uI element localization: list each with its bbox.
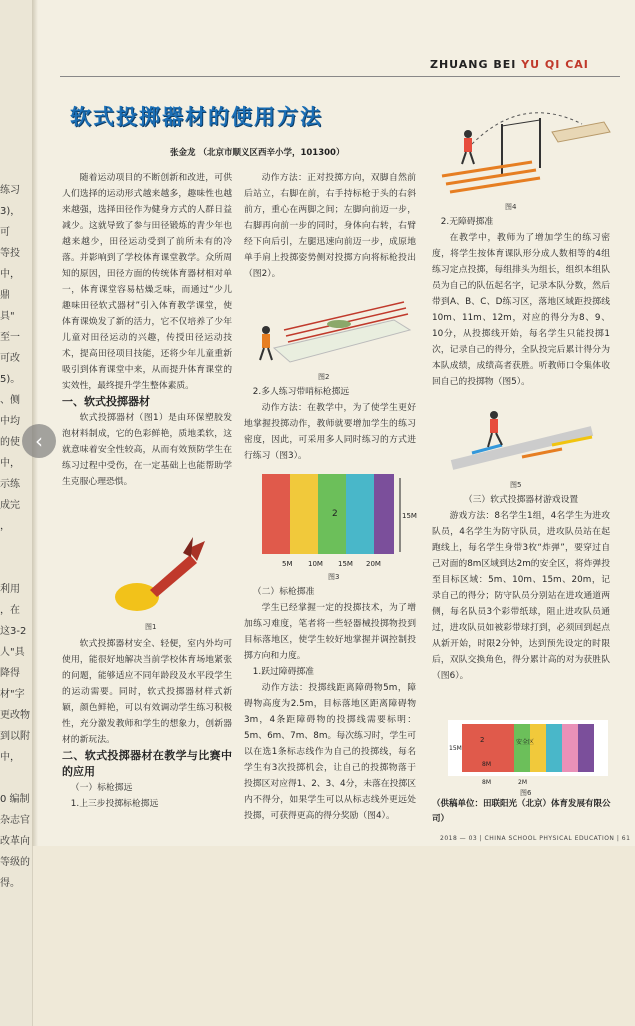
figure-6-game-field <box>448 720 608 786</box>
fig6-safe-label: 安全区 <box>516 739 535 746</box>
previous-page-fragment: 等投 <box>0 248 20 259</box>
previous-page-fragment: 的使 <box>0 437 20 448</box>
previous-page-fragment: 、侧 <box>0 395 20 406</box>
javelin-head <box>115 583 159 611</box>
page-spine <box>32 0 38 846</box>
lane-stripe <box>452 431 592 465</box>
previous-page-fragment: 0 编制 <box>0 794 30 805</box>
previous-page-button[interactable]: ‹ <box>22 424 56 458</box>
column-2-bottom <box>244 584 416 824</box>
student-figure <box>490 411 498 419</box>
figure-6-caption: 图6 <box>520 789 532 797</box>
fig6-bottom-label: 2M <box>518 779 527 786</box>
previous-page-fragment: 至一 <box>0 332 20 343</box>
subheading: 2.多人练习带哨标枪掷远 <box>252 387 350 397</box>
figure-5-caption: 图5 <box>510 481 522 489</box>
figure-2-step-throw <box>244 290 416 372</box>
previous-page-fragment: 得。 <box>0 878 20 889</box>
figure-4-over-barrier <box>432 104 612 204</box>
figure-2-caption: 图2 <box>318 373 330 381</box>
column-3-bottom <box>432 492 610 684</box>
page-footer: 2018 — 03 | CHINA SCHOOL PHYSICAL EDUCATION | 61 <box>440 835 631 842</box>
previous-page-fragment: 5)。 <box>0 374 21 385</box>
paragraph: 学生已经掌握一定的投掷技术，为了增加练习难度，笔者将一些轻器械投掷物投到目标落地区，使学生较好地掌握并调控制投掷方向和力度。 <box>244 603 416 661</box>
column-2-middle <box>244 384 416 464</box>
landing-zone <box>552 122 610 142</box>
subheading: 1.上三步投掷标枪掷远 <box>70 799 159 809</box>
target-mat <box>327 320 351 328</box>
previous-page-fragment <box>0 537 32 558</box>
figure-3-target-zones <box>262 474 417 570</box>
paragraph: 软式投掷器材安全、轻便，室内外均可使用，能很好地解决当前学校体育场地紧张的问题，能够适应不同年龄段及水平段学生的运动需要。同时，软式投掷器材样式新颖，颜色鲜艳，可以有效调动学生练习积极性，充分激发教师和学生的想象力，创新器材的新玩法。 <box>62 639 232 745</box>
paragraph: 动作方法：在教学中，为了使学生更好地掌握投掷动作，教师就要增加学生的练习密度，因此，可采用多人同时练习的方式进行练习（图3）。 <box>244 403 416 461</box>
previous-page-fragment: 可改 <box>0 353 20 364</box>
previous-page-fragment <box>0 558 32 579</box>
section-heading: 二、软式投掷器材在教学与比赛中的应用 <box>62 749 232 778</box>
previous-page-fragment: 示练 <box>0 479 20 490</box>
article-byline: 张金龙 （北京市顺义区西辛小学，101300） <box>170 148 345 158</box>
previous-page-fragment: 3)， <box>0 206 21 217</box>
previous-page-fragment: 更改物 <box>0 710 30 721</box>
header-rule <box>60 76 620 77</box>
figure-1-softball-javelin <box>105 535 215 620</box>
previous-page-fragment: 可 <box>0 227 10 238</box>
subheading: 2.无障碍掷准 <box>440 217 494 227</box>
column-1-bottom <box>62 636 232 812</box>
previous-page-fragment: ， <box>0 521 10 532</box>
previous-page-fragment: ，在 <box>0 605 20 616</box>
previous-page-fragment: 具" <box>0 311 15 322</box>
zone-purple <box>374 474 394 554</box>
zone-cyan <box>346 474 374 554</box>
paragraph: 游戏方法：8名学生1组，4名学生为进攻队员，4名学生为防守队员，进攻队员站在起跑线上，每名学生身带3枚“炸弹”，要穿过自己对面的8m区域到达2m的安全区，将炸弹投至目标区域：5m、10m、15m、20m，记录自己的得分；防守队员分别站在进攻通道两侧，每名队员3个彩带纸球，阻止进攻队员通过，进攻队员如被彩带球打到，必须回到起点从新开始，时限2分钟，达到预先设定的时限后，双队交换角色，得分累计高的对为获胜队（图6）。 <box>432 511 610 681</box>
subheading: 1.跃过障碍掷准 <box>252 667 314 677</box>
previous-page-fragment: 降得 <box>0 668 20 679</box>
fig3-label: 5M <box>282 560 293 568</box>
section-heading: 一、软式投掷器材 <box>62 395 150 408</box>
previous-page-fragment: 中， <box>0 458 20 469</box>
column-3-top <box>432 214 610 390</box>
subheading: （一）标枪掷远 <box>70 783 133 793</box>
subsection-heading: （三）软式投掷器材游戏设置 <box>463 495 579 505</box>
previous-page-fragment: 杂志官 <box>0 815 30 826</box>
fig3-label: 20M <box>366 560 381 568</box>
previous-page-fragment: 材"字 <box>0 689 25 700</box>
paragraph: 随着运动项目的不断创新和改进，可供人们选择的运动形式越来越多，趣味性也越来越强，选择田径作为健身方式的人群日益减少。这就导致了参与田径锻炼的青少年也越来越少，田径运动受到了前所未有的冷落。并影响到了学校体育课堂教学。众所周知的原因，田径方面的传统体育器材相对单一，体育课堂容易枯燥乏味，而通过“少儿趣味田径软式器材”引入体育教学课堂，使体育课焕发了新的活力，它不仅培养了少年儿童对田径运动的兴趣，传授田径运动技术，提高田径项目技能，还将少年儿童重新吸引到体育课堂中来，从而提升体育课堂的实效性，最终提升学生整体素质。 <box>62 173 232 391</box>
fig6-inner-label: 2 <box>480 736 485 744</box>
figure-3-caption: 图3 <box>328 573 340 581</box>
previous-page-fragment: 练习 <box>0 185 20 196</box>
column-1-top <box>62 170 232 490</box>
fig3-label: 15M <box>338 560 353 568</box>
previous-page-fragment: 这3-2 <box>0 626 27 637</box>
student-figure <box>262 326 270 334</box>
previous-page-fragment: 中， <box>0 752 20 763</box>
previous-page-edge <box>0 0 33 1026</box>
previous-page-fragment: 成完 <box>0 500 20 511</box>
fig3-mark: 2 <box>332 509 338 519</box>
paragraph: 动作方法：投掷线距离障碍物5m，障碍物高度为2.5m，目标落地区距离障碍物3m，4条距障碍物的投掷线需要标明：5m、6m、7m、8m。每次练习时，学生可以在选1条标志线作为自己的投掷线，每名学生有3次投掷机会，让自己的投掷物落于投掷区对应得1、2、3、4分，未落在投掷区内不得分，如果学生可以从标志线外更远处投掷，可获得更高的得分奖励（图4）。 <box>244 683 416 821</box>
subheading: （二）标枪掷准 <box>252 587 315 597</box>
paragraph: 在教学中，教师为了增加学生的练习密度，将学生按体育课队形分成人数相等的4组练习定点投掷，每组排头为组长，组织本组队员为自己的队伍起名字，记录本队分数，然后带到A、B、C、D练习区，落地区域距投掷线10m、11m、12m，对应的得分为8、9、10分，从投掷线开始，每名学生只能投掷1次，记录自己的得分，全队投完后累计得分为本队成绩，成绩高者获胜。听教师口令集体收回自己的投掷物（图5）。 <box>432 233 610 387</box>
fig6-side-label: 15M <box>449 745 462 752</box>
section-header <box>430 58 589 71</box>
figure-4-caption: 图4 <box>505 203 517 211</box>
previous-page-fragment <box>0 768 32 789</box>
field-safe-zone <box>514 724 530 772</box>
fig3-label: 10M <box>308 560 323 568</box>
previous-page-fragment: 中， <box>0 269 20 280</box>
student-figure <box>464 130 472 138</box>
previous-page-fragment: 等级的 <box>0 857 30 868</box>
previous-page-fragment: 利用 <box>0 584 20 595</box>
fig3-side-label: 15M <box>402 512 417 520</box>
fig6-bottom-label: 8M <box>482 779 491 786</box>
header-text-b: YU QI CAI <box>521 58 589 71</box>
paragraph: 动作方法：正对投掷方向，双脚自然前后站立，右脚在前，右手持标枪于头的右斜前方，重心在两脚之间；左脚向前迈一步，右脚再向前一步的同时，身体向右转，右臂经下向后引，左腿迅速向前迈一步，成原地单手肩上投掷姿势侧对投掷方向将标枪投出（图2）。 <box>244 173 416 279</box>
previous-page-fragment: 中均 <box>0 416 20 427</box>
zone-yellow <box>290 474 318 554</box>
zone-red <box>262 474 290 554</box>
supplier-credit: （供稿单位：田联阳光（北京）体育发展有限公司） <box>432 799 611 824</box>
column-2-top <box>244 170 416 282</box>
paragraph: 软式投掷器材（图1）是由环保塑胶发泡材料制成，它的色彩鲜艳，质地柔软，这就意味着安全性较高，从而有效预防学生在练习过程中受伤，在一定基础上也能帮助学生克服心理恐惧。 <box>62 413 232 487</box>
previous-page-fragment: 人"具 <box>0 647 25 658</box>
figure-5-no-barrier <box>432 405 610 475</box>
previous-page-fragment: 鼎 <box>0 290 10 301</box>
fig6-inner-label: 8M <box>482 761 491 768</box>
header-text-a: ZHUANG BEI <box>430 58 522 71</box>
javelin-body <box>150 555 197 597</box>
article-title: 软式投掷器材的使用方法 <box>70 105 323 129</box>
figure-1-caption: 图1 <box>145 623 157 631</box>
previous-page-fragment: 到以附 <box>0 731 30 742</box>
previous-page-fragment: 改革向 <box>0 836 30 847</box>
